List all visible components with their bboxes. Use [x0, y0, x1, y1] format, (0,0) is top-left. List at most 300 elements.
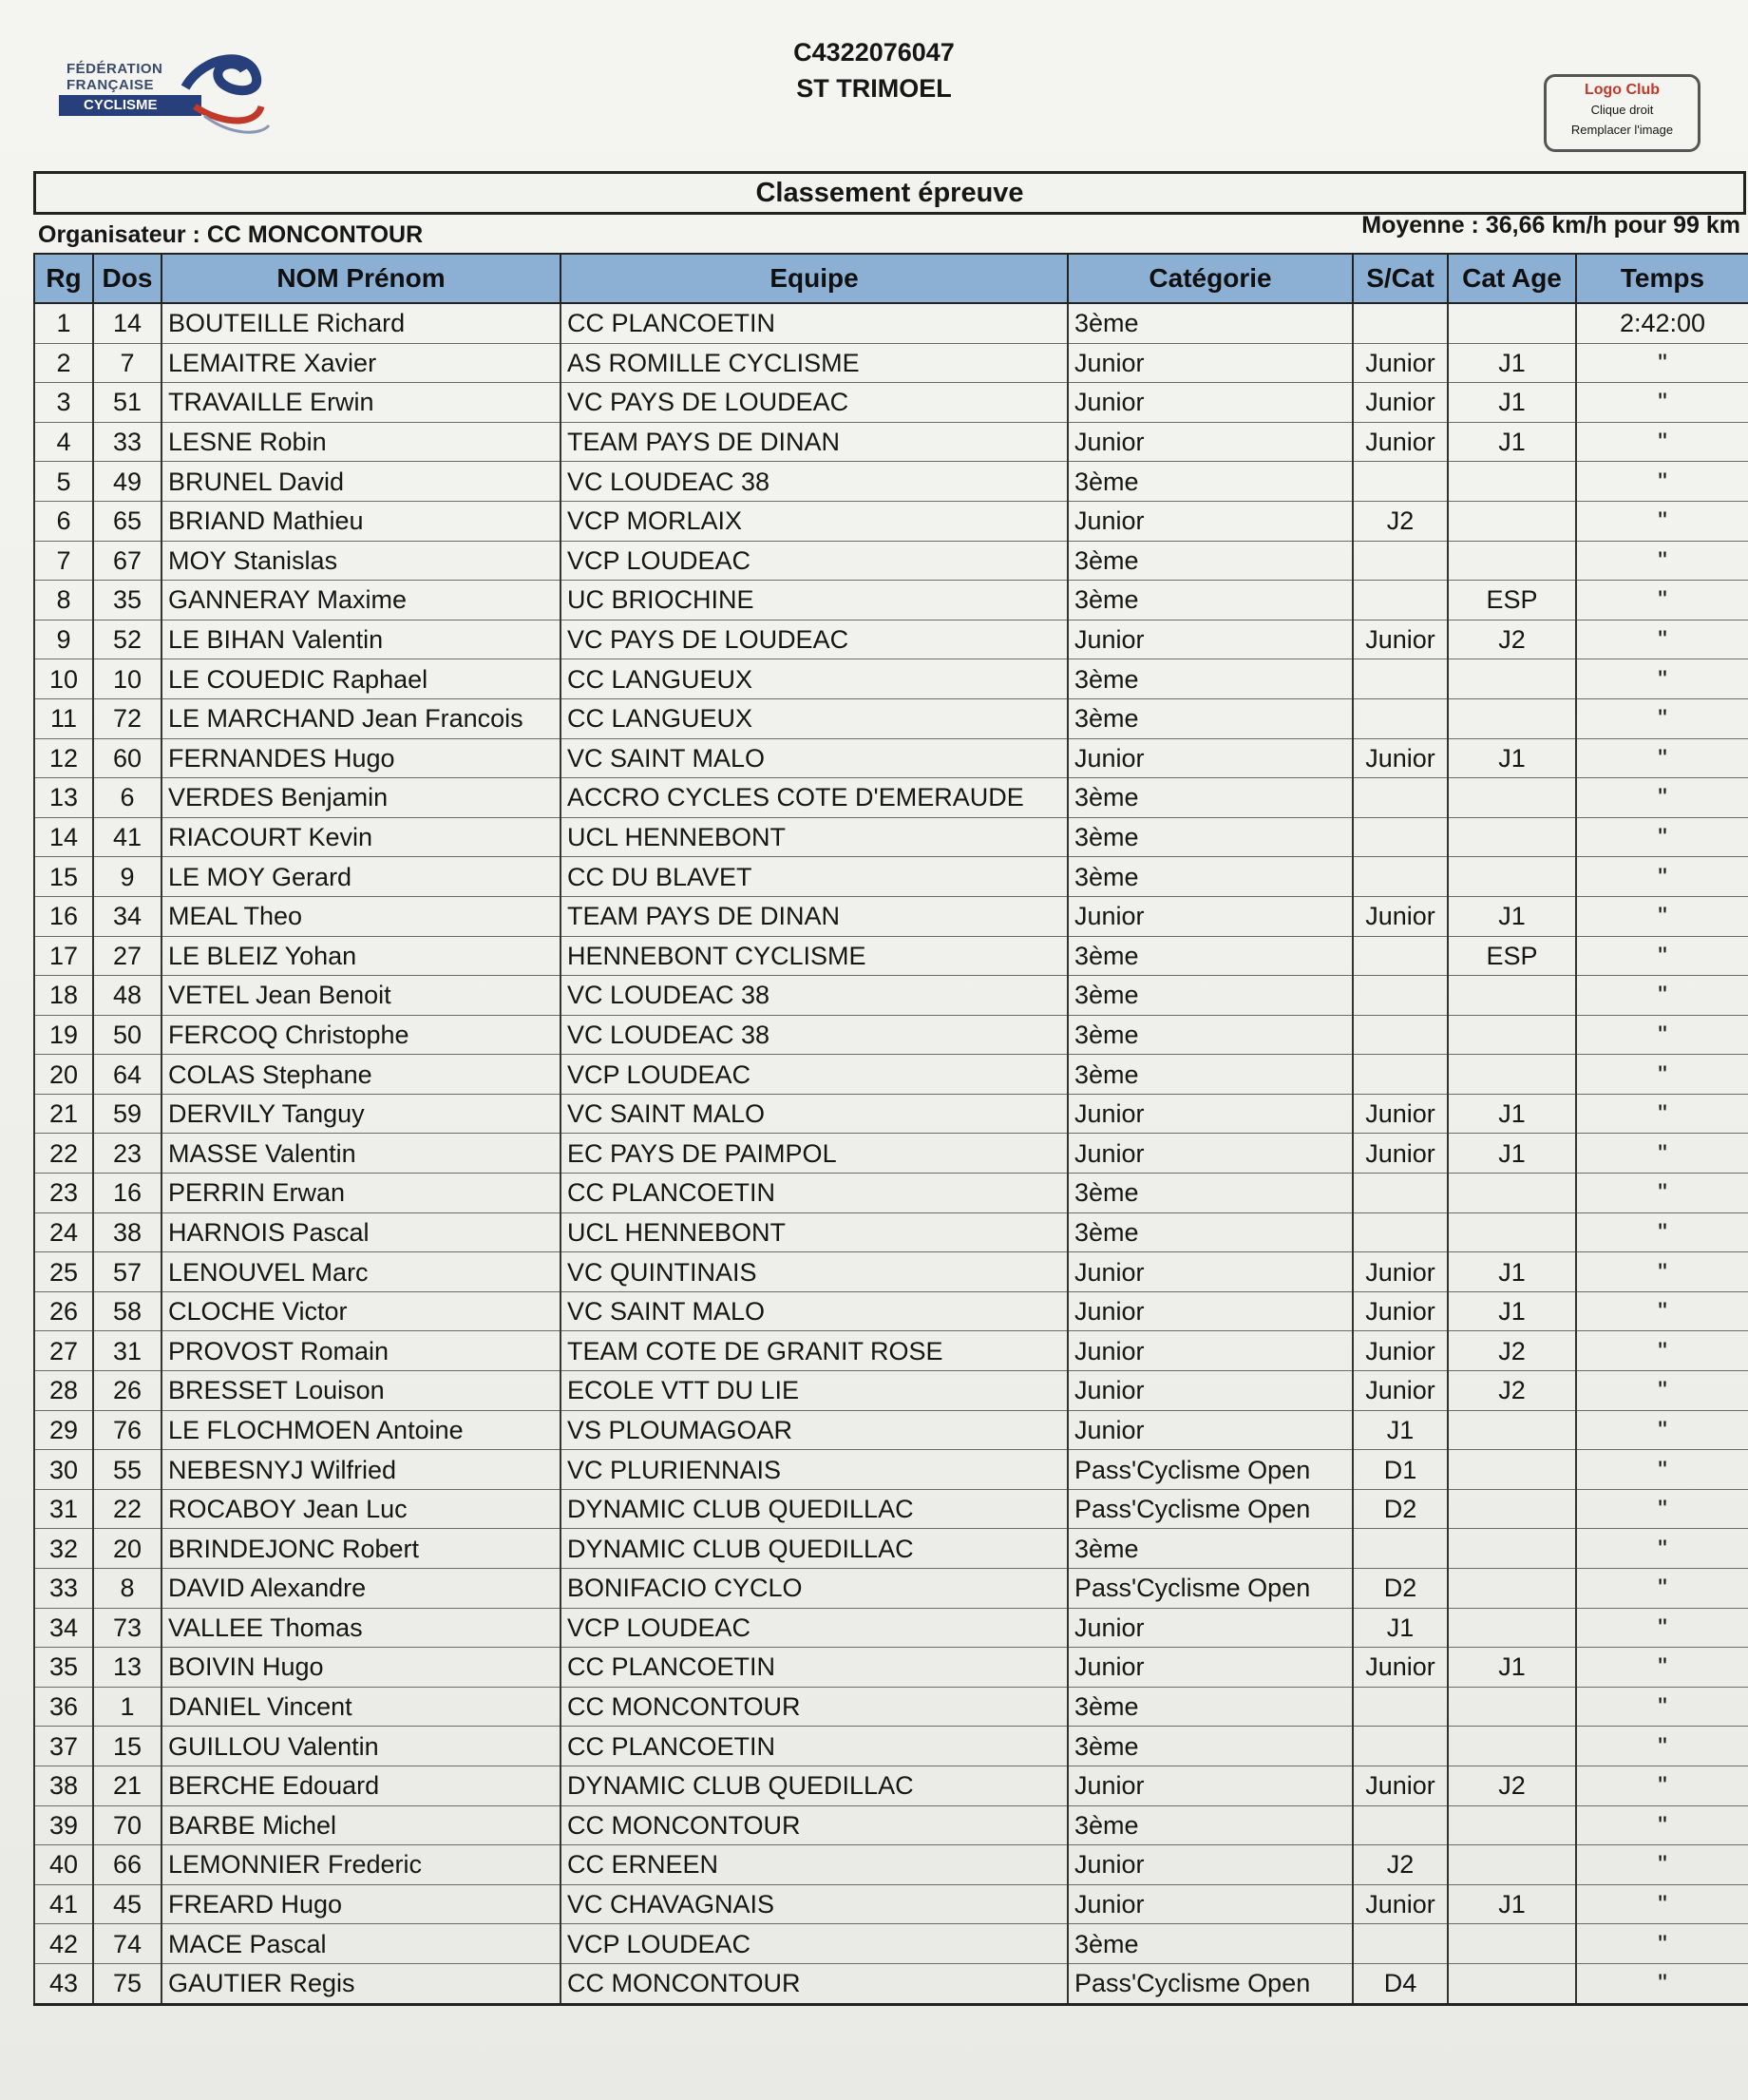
rank-cell: 26 — [34, 1291, 93, 1331]
age-category-cell — [1448, 1055, 1576, 1095]
bib-cell: 58 — [93, 1291, 162, 1331]
name-cell: GUILLOU Valentin — [162, 1727, 560, 1766]
bib-cell: 20 — [93, 1529, 162, 1569]
age-category-cell — [1448, 501, 1576, 541]
team-cell: VS PLOUMAGOAR — [560, 1410, 1068, 1450]
time-cell: " — [1576, 1489, 1748, 1529]
name-cell: BRINDEJONC Robert — [162, 1529, 560, 1569]
team-cell: VC CHAVAGNAIS — [560, 1884, 1068, 1924]
col-header-age-category: Cat Age — [1448, 254, 1576, 303]
team-cell: DYNAMIC CLUB QUEDILLAC — [560, 1489, 1068, 1529]
category-cell: 3ème — [1068, 976, 1353, 1016]
time-cell: " — [1576, 896, 1748, 936]
bib-cell: 51 — [93, 383, 162, 423]
bib-cell: 22 — [93, 1489, 162, 1529]
bib-cell: 35 — [93, 581, 162, 620]
category-cell: Junior — [1068, 422, 1353, 462]
time-cell: " — [1576, 541, 1748, 581]
rank-cell: 10 — [34, 659, 93, 699]
federation-band: CYCLISME — [59, 95, 201, 116]
category-cell: 3ème — [1068, 581, 1353, 620]
subcategory-cell — [1353, 817, 1448, 857]
age-category-cell: J1 — [1448, 896, 1576, 936]
age-category-cell: J2 — [1448, 1766, 1576, 1805]
subcategory-cell — [1353, 1055, 1448, 1095]
name-cell: LE BIHAN Valentin — [162, 620, 560, 659]
time-cell: " — [1576, 1766, 1748, 1805]
table-row — [34, 659, 1748, 699]
age-category-cell — [1448, 976, 1576, 1016]
table-row — [34, 698, 1748, 738]
name-cell: FREARD Hugo — [162, 1884, 560, 1924]
time-cell: " — [1576, 976, 1748, 1016]
bib-cell: 52 — [93, 620, 162, 659]
name-cell: BARBE Michel — [162, 1805, 560, 1845]
rank-cell: 37 — [34, 1727, 93, 1766]
team-cell: TEAM PAYS DE DINAN — [560, 422, 1068, 462]
age-category-cell: J1 — [1448, 1291, 1576, 1331]
table-row — [34, 1489, 1748, 1529]
team-cell: CC MONCONTOUR — [560, 1805, 1068, 1845]
name-cell: GAUTIER Regis — [162, 1963, 560, 2004]
time-cell: 2:42:00 — [1576, 303, 1748, 343]
rank-cell: 4 — [34, 422, 93, 462]
subcategory-cell — [1353, 1015, 1448, 1055]
bib-cell: 13 — [93, 1648, 162, 1688]
name-cell: LEMONNIER Frederic — [162, 1845, 560, 1885]
time-cell: " — [1576, 1331, 1748, 1371]
subcategory-cell: Junior — [1353, 1094, 1448, 1134]
team-cell: VC SAINT MALO — [560, 1291, 1068, 1331]
category-cell: Junior — [1068, 1331, 1353, 1371]
time-cell: " — [1576, 1963, 1748, 2004]
name-cell: PROVOST Romain — [162, 1331, 560, 1371]
category-cell: Pass'Cyclisme Open — [1068, 1489, 1353, 1529]
rank-cell: 22 — [34, 1134, 93, 1174]
logo-club-hint2: Remplacer l'image — [1570, 123, 1674, 137]
rank-cell: 23 — [34, 1174, 93, 1213]
subcategory-cell — [1353, 1529, 1448, 1569]
table-row — [34, 817, 1748, 857]
table-row — [34, 976, 1748, 1016]
rank-cell: 30 — [34, 1450, 93, 1490]
time-cell: " — [1576, 1371, 1748, 1411]
bib-cell: 6 — [93, 778, 162, 818]
age-category-cell — [1448, 1569, 1576, 1609]
time-cell: " — [1576, 1291, 1748, 1331]
rank-cell: 7 — [34, 541, 93, 581]
category-cell: Junior — [1068, 1766, 1353, 1805]
bib-cell: 60 — [93, 738, 162, 778]
subcategory-cell — [1353, 541, 1448, 581]
federation-line1: FÉDÉRATION — [66, 61, 163, 77]
rank-cell: 27 — [34, 1331, 93, 1371]
rank-cell: 17 — [34, 936, 93, 976]
table-row — [34, 343, 1748, 383]
subcategory-cell — [1353, 1727, 1448, 1766]
rank-cell: 43 — [34, 1963, 93, 2004]
rank-cell: 14 — [34, 817, 93, 857]
team-cell: VCP LOUDEAC — [560, 1608, 1068, 1648]
bib-cell: 9 — [93, 857, 162, 897]
bib-cell: 72 — [93, 698, 162, 738]
team-cell: VC PAYS DE LOUDEAC — [560, 383, 1068, 423]
age-category-cell — [1448, 1529, 1576, 1569]
rank-cell: 41 — [34, 1884, 93, 1924]
category-cell: Junior — [1068, 1134, 1353, 1174]
results-table — [33, 253, 1748, 2006]
time-cell: " — [1576, 462, 1748, 502]
rank-cell: 11 — [34, 698, 93, 738]
age-category-cell — [1448, 1489, 1576, 1529]
name-cell: BOUTEILLE Richard — [162, 303, 560, 343]
category-cell: Junior — [1068, 1608, 1353, 1648]
table-row — [34, 1608, 1748, 1648]
table-row — [34, 581, 1748, 620]
table-row — [34, 1845, 1748, 1885]
time-cell: " — [1576, 1450, 1748, 1490]
rank-cell: 20 — [34, 1055, 93, 1095]
age-category-cell — [1448, 857, 1576, 897]
bib-cell: 64 — [93, 1055, 162, 1095]
col-header-name: NOM Prénom — [162, 254, 560, 303]
team-cell: VC PLURIENNAIS — [560, 1450, 1068, 1490]
bib-cell: 31 — [93, 1331, 162, 1371]
subcategory-cell — [1353, 659, 1448, 699]
team-cell: AS ROMILLE CYCLISME — [560, 343, 1068, 383]
bib-cell: 48 — [93, 976, 162, 1016]
age-category-cell: J1 — [1448, 383, 1576, 423]
name-cell: MEAL Theo — [162, 896, 560, 936]
time-cell: " — [1576, 738, 1748, 778]
team-cell: CC PLANCOETIN — [560, 1648, 1068, 1688]
col-header-team: Equipe — [560, 254, 1068, 303]
rank-cell: 12 — [34, 738, 93, 778]
logo-club-hint1: Clique droit — [1590, 103, 1654, 117]
bib-cell: 50 — [93, 1015, 162, 1055]
category-cell: 3ème — [1068, 1174, 1353, 1213]
subcategory-cell: D2 — [1353, 1569, 1448, 1609]
subcategory-cell: Junior — [1353, 1331, 1448, 1371]
name-cell: LE MOY Gerard — [162, 857, 560, 897]
results-body — [34, 303, 1748, 2004]
rank-cell: 32 — [34, 1529, 93, 1569]
table-row — [34, 1569, 1748, 1609]
team-cell: ACCRO CYCLES COTE D'EMERAUDE — [560, 778, 1068, 818]
name-cell: BERCHE Edouard — [162, 1766, 560, 1805]
rank-cell: 16 — [34, 896, 93, 936]
team-cell: CC DU BLAVET — [560, 857, 1068, 897]
time-cell: " — [1576, 1569, 1748, 1609]
subcategory-cell: Junior — [1353, 1648, 1448, 1688]
time-cell: " — [1576, 1924, 1748, 1964]
time-cell: " — [1576, 659, 1748, 699]
name-cell: BOIVIN Hugo — [162, 1648, 560, 1688]
category-cell: Pass'Cyclisme Open — [1068, 1450, 1353, 1490]
age-category-cell — [1448, 1608, 1576, 1648]
subcategory-cell: Junior — [1353, 896, 1448, 936]
table-row — [34, 1371, 1748, 1411]
col-header-category: Catégorie — [1068, 254, 1353, 303]
time-cell: " — [1576, 1015, 1748, 1055]
age-category-cell: J2 — [1448, 1331, 1576, 1371]
subcategory-cell: Junior — [1353, 1291, 1448, 1331]
bib-cell: 76 — [93, 1410, 162, 1450]
age-category-cell — [1448, 462, 1576, 502]
team-cell: VC QUINTINAIS — [560, 1252, 1068, 1292]
bib-cell: 74 — [93, 1924, 162, 1964]
team-cell: CC PLANCOETIN — [560, 303, 1068, 343]
age-category-cell — [1448, 303, 1576, 343]
category-cell: Junior — [1068, 1371, 1353, 1411]
category-cell: 3ème — [1068, 303, 1353, 343]
subcategory-cell — [1353, 698, 1448, 738]
time-cell: " — [1576, 1529, 1748, 1569]
rank-cell: 28 — [34, 1371, 93, 1411]
category-cell: Junior — [1068, 383, 1353, 423]
table-row — [34, 896, 1748, 936]
rank-cell: 25 — [34, 1252, 93, 1292]
page-title: Classement épreuve — [33, 171, 1746, 215]
table-row — [34, 501, 1748, 541]
team-cell: VCP MORLAIX — [560, 501, 1068, 541]
category-cell: 3ème — [1068, 659, 1353, 699]
team-cell: HENNEBONT CYCLISME — [560, 936, 1068, 976]
bib-cell: 34 — [93, 896, 162, 936]
rank-cell: 31 — [34, 1489, 93, 1529]
category-cell: 3ème — [1068, 857, 1353, 897]
subcategory-cell: J2 — [1353, 501, 1448, 541]
rank-cell: 36 — [34, 1687, 93, 1727]
team-cell: VC PAYS DE LOUDEAC — [560, 620, 1068, 659]
bib-cell: 23 — [93, 1134, 162, 1174]
age-category-cell — [1448, 778, 1576, 818]
category-cell: 3ème — [1068, 936, 1353, 976]
name-cell: FERCOQ Christophe — [162, 1015, 560, 1055]
name-cell: LESNE Robin — [162, 422, 560, 462]
time-cell: " — [1576, 936, 1748, 976]
team-cell: VC LOUDEAC 38 — [560, 1015, 1068, 1055]
team-cell: CC MONCONTOUR — [560, 1687, 1068, 1727]
time-cell: " — [1576, 383, 1748, 423]
age-category-cell: J1 — [1448, 1884, 1576, 1924]
category-cell: Junior — [1068, 343, 1353, 383]
category-cell: Pass'Cyclisme Open — [1068, 1963, 1353, 2004]
table-row — [34, 1410, 1748, 1450]
age-category-cell — [1448, 1015, 1576, 1055]
bib-cell: 41 — [93, 817, 162, 857]
time-cell: " — [1576, 581, 1748, 620]
subcategory-cell: Junior — [1353, 1134, 1448, 1174]
subcategory-cell: Junior — [1353, 1766, 1448, 1805]
category-cell: Junior — [1068, 1884, 1353, 1924]
table-row — [34, 936, 1748, 976]
table-row — [34, 1450, 1748, 1490]
age-category-cell: J1 — [1448, 1648, 1576, 1688]
table-row — [34, 1291, 1748, 1331]
bib-cell: 59 — [93, 1094, 162, 1134]
name-cell: DAVID Alexandre — [162, 1569, 560, 1609]
table-row — [34, 1252, 1748, 1292]
time-cell: " — [1576, 817, 1748, 857]
age-category-cell — [1448, 1805, 1576, 1845]
age-category-cell: J2 — [1448, 620, 1576, 659]
time-cell: " — [1576, 1727, 1748, 1766]
bib-cell: 57 — [93, 1252, 162, 1292]
team-cell: VC LOUDEAC 38 — [560, 976, 1068, 1016]
bib-cell: 65 — [93, 501, 162, 541]
table-row — [34, 1924, 1748, 1964]
organizer: Organisateur : CC MONCONTOUR — [38, 221, 424, 248]
age-category-cell — [1448, 541, 1576, 581]
rank-cell: 24 — [34, 1212, 93, 1252]
age-category-cell: J2 — [1448, 1371, 1576, 1411]
category-cell: 3ème — [1068, 1212, 1353, 1252]
time-cell: " — [1576, 1648, 1748, 1688]
time-cell: " — [1576, 1094, 1748, 1134]
category-cell: Junior — [1068, 1845, 1353, 1885]
name-cell: BRUNEL David — [162, 462, 560, 502]
table-row — [34, 778, 1748, 818]
age-category-cell — [1448, 817, 1576, 857]
category-cell: Junior — [1068, 738, 1353, 778]
team-cell: UCL HENNEBONT — [560, 1212, 1068, 1252]
age-category-cell: J1 — [1448, 1252, 1576, 1292]
team-cell: ECOLE VTT DU LIE — [560, 1371, 1068, 1411]
team-cell: EC PAYS DE PAIMPOL — [560, 1134, 1068, 1174]
name-cell: COLAS Stephane — [162, 1055, 560, 1095]
age-category-cell — [1448, 1845, 1576, 1885]
bib-cell: 33 — [93, 422, 162, 462]
subcategory-cell — [1353, 462, 1448, 502]
subcategory-cell: Junior — [1353, 620, 1448, 659]
team-cell: VC SAINT MALO — [560, 1094, 1068, 1134]
table-row — [34, 303, 1748, 343]
name-cell: LE COUEDIC Raphael — [162, 659, 560, 699]
name-cell: VETEL Jean Benoit — [162, 976, 560, 1016]
name-cell: HARNOIS Pascal — [162, 1212, 560, 1252]
category-cell: 3ème — [1068, 1055, 1353, 1095]
time-cell: " — [1576, 1055, 1748, 1095]
subcategory-cell: Junior — [1353, 738, 1448, 778]
team-cell: VCP LOUDEAC — [560, 541, 1068, 581]
name-cell: RIACOURT Kevin — [162, 817, 560, 857]
rank-cell: 33 — [34, 1569, 93, 1609]
name-cell: LENOUVEL Marc — [162, 1252, 560, 1292]
table-row — [34, 1331, 1748, 1371]
name-cell: FERNANDES Hugo — [162, 738, 560, 778]
col-header-subcategory: S/Cat — [1353, 254, 1448, 303]
time-cell: " — [1576, 698, 1748, 738]
time-cell: " — [1576, 1212, 1748, 1252]
col-header-rank: Rg — [34, 254, 93, 303]
team-cell: CC LANGUEUX — [560, 659, 1068, 699]
rank-cell: 9 — [34, 620, 93, 659]
category-cell: Junior — [1068, 620, 1353, 659]
category-cell: Junior — [1068, 896, 1353, 936]
average-speed: Moyenne : 36,66 km/h pour 99 km — [1361, 212, 1740, 239]
subcategory-cell: J1 — [1353, 1410, 1448, 1450]
rank-cell: 21 — [34, 1094, 93, 1134]
category-cell: 3ème — [1068, 1015, 1353, 1055]
time-cell: " — [1576, 1884, 1748, 1924]
name-cell: LEMAITRE Xavier — [162, 343, 560, 383]
table-row — [34, 1648, 1748, 1688]
age-category-cell: J1 — [1448, 343, 1576, 383]
table-row — [34, 1963, 1748, 2004]
team-cell: CC ERNEEN — [560, 1845, 1068, 1885]
age-category-cell: J1 — [1448, 738, 1576, 778]
age-category-cell — [1448, 1924, 1576, 1964]
bib-cell: 73 — [93, 1608, 162, 1648]
bib-cell: 66 — [93, 1845, 162, 1885]
age-category-cell: ESP — [1448, 581, 1576, 620]
subcategory-cell: Junior — [1353, 1252, 1448, 1292]
col-header-bib: Dos — [93, 254, 162, 303]
subcategory-cell: Junior — [1353, 383, 1448, 423]
bib-cell: 45 — [93, 1884, 162, 1924]
subcategory-cell: Junior — [1353, 343, 1448, 383]
subcategory-cell: D4 — [1353, 1963, 1448, 2004]
bib-cell: 14 — [93, 303, 162, 343]
col-header-time: Temps — [1576, 254, 1748, 303]
rank-cell: 5 — [34, 462, 93, 502]
table-row — [34, 1884, 1748, 1924]
name-cell: TRAVAILLE Erwin — [162, 383, 560, 423]
name-cell: MOY Stanislas — [162, 541, 560, 581]
table-row — [34, 1174, 1748, 1213]
category-cell: Junior — [1068, 1410, 1353, 1450]
bib-cell: 70 — [93, 1805, 162, 1845]
rank-cell: 19 — [34, 1015, 93, 1055]
subcategory-cell — [1353, 581, 1448, 620]
federation-line2: FRANÇAISE — [66, 77, 155, 93]
age-category-cell — [1448, 659, 1576, 699]
table-row — [34, 383, 1748, 423]
subcategory-cell: J1 — [1353, 1608, 1448, 1648]
time-cell: " — [1576, 1134, 1748, 1174]
team-cell: DYNAMIC CLUB QUEDILLAC — [560, 1529, 1068, 1569]
team-cell: UCL HENNEBONT — [560, 817, 1068, 857]
rank-cell: 6 — [34, 501, 93, 541]
bib-cell: 49 — [93, 462, 162, 502]
rank-cell: 35 — [34, 1648, 93, 1688]
category-cell: Junior — [1068, 1291, 1353, 1331]
team-cell: DYNAMIC CLUB QUEDILLAC — [560, 1766, 1068, 1805]
rank-cell: 40 — [34, 1845, 93, 1885]
age-category-cell: ESP — [1448, 936, 1576, 976]
name-cell: VERDES Benjamin — [162, 778, 560, 818]
rank-cell: 13 — [34, 778, 93, 818]
bib-cell: 38 — [93, 1212, 162, 1252]
team-cell: CC MONCONTOUR — [560, 1963, 1068, 2004]
category-cell: 3ème — [1068, 1924, 1353, 1964]
race-place: ST TRIMOEL — [796, 74, 952, 103]
name-cell: DANIEL Vincent — [162, 1687, 560, 1727]
bib-cell: 1 — [93, 1687, 162, 1727]
name-cell: VALLEE Thomas — [162, 1608, 560, 1648]
category-cell: Junior — [1068, 1252, 1353, 1292]
table-row — [34, 1727, 1748, 1766]
category-cell: 3ème — [1068, 1727, 1353, 1766]
subcategory-cell: Junior — [1353, 1884, 1448, 1924]
team-cell: CC PLANCOETIN — [560, 1174, 1068, 1213]
subcategory-cell — [1353, 1212, 1448, 1252]
age-category-cell — [1448, 1727, 1576, 1766]
time-cell: " — [1576, 778, 1748, 818]
category-cell: 3ème — [1068, 1687, 1353, 1727]
age-category-cell: J1 — [1448, 1134, 1576, 1174]
